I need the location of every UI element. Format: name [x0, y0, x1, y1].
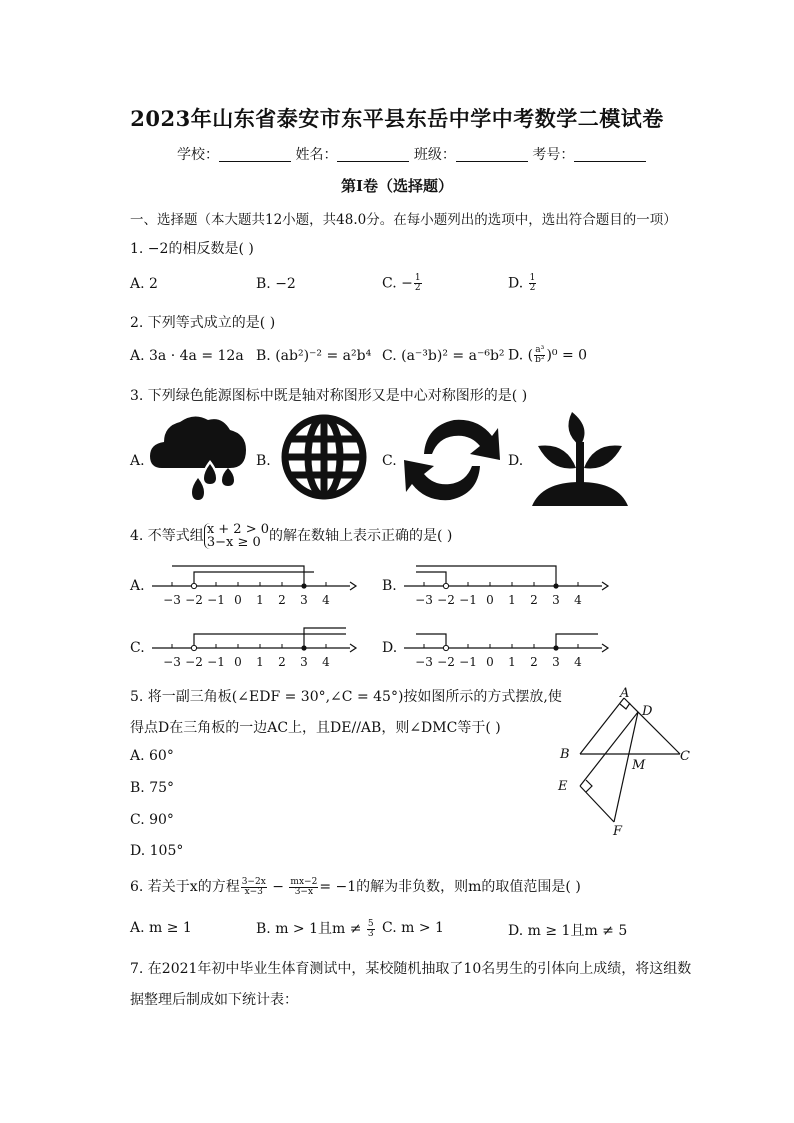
number-line-b [402, 560, 612, 612]
class-blank[interactable] [456, 147, 528, 162]
q2-option-b[interactable]: B. (ab²)⁻² = a²b⁴ [256, 348, 372, 364]
tick-label: −1 [459, 655, 477, 669]
q1-option-b[interactable]: B. −2 [256, 276, 296, 292]
q4-option-d[interactable]: D. [382, 640, 398, 656]
fraction-a-b: $\frac{\text{a³}}{\text{b²}}$ [535, 345, 545, 365]
axis-arrow [602, 644, 608, 652]
tick-label: −1 [207, 655, 225, 669]
fraction-5-3: $\frac{5}{3}$ [367, 918, 374, 939]
tick-label: 3 [300, 655, 308, 669]
q3-option-b[interactable]: B. [256, 453, 271, 469]
q5-stem-line1: 5. 将一副三角板(∠EDF = 30°,∠C = 45°)按如图所示的方式摆放,使 [130, 689, 562, 705]
q4-option-a[interactable]: A. [130, 578, 145, 594]
tick-label: 1 [508, 593, 516, 607]
q6-option-b[interactable]: B. m > 1且m ≠ $\frac{5}{3}$ [256, 918, 374, 939]
q2-option-a[interactable]: A. 3a · 4a = 12a [130, 348, 244, 364]
tick-label: 4 [574, 593, 582, 607]
name-label: 姓名： [295, 147, 338, 163]
q1-option-c[interactable] [382, 274, 423, 293]
q1-option-d[interactable] [508, 274, 537, 293]
section-heading: 一、选择题（本大题共12小题，共48.0分。在每小题列出的选项中，选出符合题目的一项） [130, 212, 677, 228]
tick-label: −2 [185, 593, 203, 607]
tick-label: −1 [459, 593, 477, 607]
volume-title: 第Ⅰ卷（选择题） [340, 177, 454, 195]
q1-stem: 1. −2的相反数是( ) [130, 241, 254, 257]
tick-label: −1 [207, 593, 225, 607]
tick-label: −3 [163, 593, 181, 607]
label-m: M [632, 758, 646, 773]
q1-option-c-text: C. − [382, 275, 413, 292]
exam-no-label: 考号： [532, 147, 575, 163]
axis-arrow [602, 582, 608, 590]
tick-label: 2 [278, 593, 286, 607]
tick-label: −3 [415, 593, 433, 607]
recycle-arrows-icon [402, 414, 502, 506]
tick-label: −3 [415, 655, 433, 669]
q6-option-d[interactable]: D. m ≥ 1且m ≠ 5 [508, 923, 628, 939]
tick-label: 1 [256, 655, 264, 669]
q1-option-d-text: D. [508, 275, 528, 292]
closed-point [301, 583, 306, 588]
label-c: C [680, 749, 690, 764]
tick-label: −2 [437, 593, 455, 607]
q4-stem: 4. 不等式组 x + 2 > 0 3−x ≥ 0 的解在数轴上表示正确的是( ) [130, 522, 453, 550]
inequality-system: x + 2 > 0 3−x ≥ 0 [204, 523, 269, 549]
tick-label: 2 [530, 593, 538, 607]
label-d: D [642, 704, 653, 719]
tick-label: 0 [486, 593, 494, 607]
q4-option-b[interactable]: B. [382, 578, 397, 594]
number-line-c [150, 622, 360, 674]
class-label: 班级： [413, 147, 456, 163]
q7-stem-line1: 7. 在2021年初中毕业生体育测试中，某校随机抽取了10名男生的引体向上成绩，将这组数 [130, 961, 692, 977]
q5-option-c[interactable]: C. 90° [130, 812, 174, 828]
tick-label: 0 [234, 593, 242, 607]
tick-label: 1 [508, 655, 516, 669]
q6-option-c[interactable]: C. m > 1 [382, 920, 444, 936]
label-a: A [620, 686, 630, 701]
open-point [191, 645, 196, 650]
solution-bracket [416, 566, 556, 586]
label-b: B [560, 747, 570, 762]
q1-option-a[interactable]: A. 2 [130, 276, 158, 292]
number-line-a [150, 560, 360, 612]
open-point [443, 583, 448, 588]
q2-option-c[interactable]: C. (a⁻³b)² = a⁻⁶b² [382, 348, 505, 364]
q2-stem: 2. 下列等式成立的是( ) [130, 315, 276, 331]
solution-bracket [304, 628, 346, 648]
triangle-diagram [552, 684, 702, 840]
q3-stem: 3. 下列绿色能源图标中既是轴对称图形又是中心对称图形的是( ) [130, 388, 528, 404]
axis-arrow [350, 582, 356, 590]
student-info-line [177, 144, 646, 164]
tick-label: 3 [552, 593, 560, 607]
label-f: F [613, 824, 623, 839]
q6-option-a[interactable]: A. m ≥ 1 [130, 920, 192, 936]
closed-point [301, 645, 306, 650]
tick-label: −2 [185, 655, 203, 669]
tick-label: 1 [256, 593, 264, 607]
q5-stem-line2: 得点D在三角板的一边AC上，且DE//AB，则∠DMC等于( ) [130, 720, 501, 736]
q3-option-a[interactable]: A. [130, 453, 145, 469]
closed-point [553, 583, 558, 588]
tick-label: 0 [486, 655, 494, 669]
number-line-d [402, 622, 612, 674]
tick-label: 3 [300, 593, 308, 607]
tick-label: −3 [163, 655, 181, 669]
paper-title: 2023年山东省泰安市东平县东岳中学中考数学二模试卷 [130, 106, 664, 131]
tick-label: 2 [530, 655, 538, 669]
tick-label: 3 [552, 655, 560, 669]
tick-label: 4 [574, 655, 582, 669]
school-blank[interactable] [219, 147, 291, 162]
fraction-2: $\frac{mx-2}{3-x}$ [290, 876, 318, 897]
tick-label: 2 [278, 655, 286, 669]
q7-stem-line2: 据整理后制成如下统计表： [130, 992, 298, 1008]
open-point [443, 645, 448, 650]
q3-option-d[interactable]: D. [508, 453, 524, 469]
q5-option-a[interactable]: A. 60° [130, 748, 174, 764]
q4-option-c[interactable]: C. [130, 640, 145, 656]
solution-bracket [556, 634, 598, 648]
solution-bracket [194, 634, 346, 648]
name-blank[interactable] [337, 147, 409, 162]
globe-icon [280, 413, 368, 501]
q2-option-d[interactable]: D. ( $\frac{\text{a³}}{\text{b²}}$ )⁰ = 0 [508, 345, 588, 365]
fraction-half: $\frac{1}{2}$ [414, 273, 421, 293]
solution-bracket [416, 634, 446, 648]
tick-label: 4 [322, 655, 330, 669]
solution-bracket [416, 572, 446, 586]
sprout-plant-icon [532, 412, 628, 508]
tick-label: −2 [437, 655, 455, 669]
school-label: 学校： [177, 147, 219, 163]
open-point [191, 583, 196, 588]
fraction-half: $\frac{1}{2}$ [529, 273, 536, 293]
exam-no-blank[interactable] [574, 147, 646, 162]
q5-option-b[interactable]: B. 75° [130, 780, 175, 796]
tick-label: 0 [234, 655, 242, 669]
axis-arrow [350, 644, 356, 652]
tick-label: 4 [322, 593, 330, 607]
cloud-rain-icon [150, 412, 246, 504]
q6-stem: 6. 若关于x的方程 $\frac{3-2x}{x-3}$ − $\frac{mx-2}{3-x}$ = −1的解为非负数，则m的取值范围是( ) [130, 876, 581, 897]
fraction-1: $\frac{3-2x}{x-3}$ [241, 876, 266, 897]
q5-option-d[interactable]: D. 105° [130, 843, 184, 859]
solution-bracket [194, 572, 314, 586]
label-e: E [558, 779, 568, 794]
q3-option-c[interactable]: C. [382, 453, 397, 469]
closed-point [553, 645, 558, 650]
